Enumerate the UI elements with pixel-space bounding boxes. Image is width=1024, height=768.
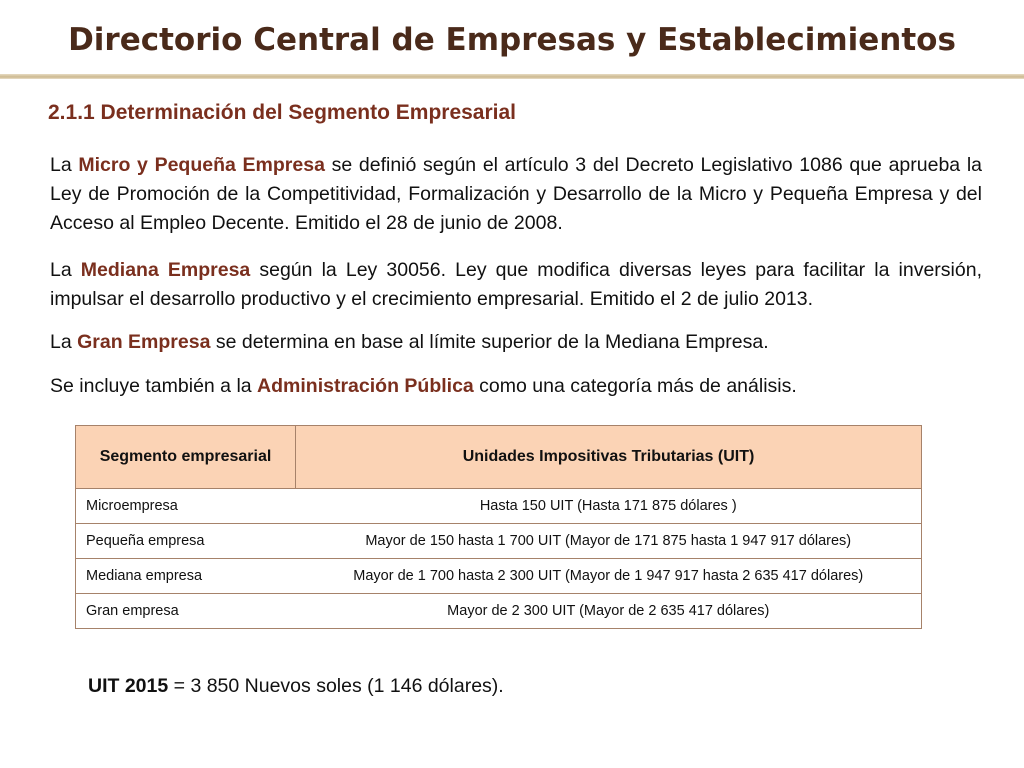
- p4-before: Se incluye también a la: [50, 375, 258, 397]
- slide-title: Directorio Central de Empresas y Establecimientos: [68, 22, 956, 58]
- p1-highlight: Micro y Pequeña Empresa: [78, 154, 325, 176]
- paragraph-gran: [50, 328, 982, 357]
- cell-uit-range: Mayor de 2 300 UIT (Mayor de 2 635 417 dólares): [296, 594, 922, 629]
- cell-uit-range: Mayor de 1 700 hasta 2 300 UIT (Mayor de 1 947 917 hasta 2 635 417 dólares): [296, 559, 922, 594]
- table-row: [76, 524, 922, 559]
- section-heading: 2.1.1 Determinación del Segmento Empresarial: [48, 101, 517, 124]
- paragraph-micro-pequena: [50, 151, 982, 238]
- cell-segment: Mediana empresa: [76, 559, 296, 594]
- p2-after: según la Ley 30056. Ley que modifica diversas leyes para facilitar la inversión, impulsar el desarrollo productivo y el crecimiento empresarial. Emitido el 2 de julio 2013.: [50, 259, 982, 310]
- table-header-row: [76, 426, 922, 489]
- cell-segment: Pequeña empresa: [76, 524, 296, 559]
- cell-uit-range: Mayor de 150 hasta 1 700 UIT (Mayor de 171 875 hasta 1 947 917 dólares): [296, 524, 922, 559]
- table-row: [76, 559, 922, 594]
- paragraph-mediana: [50, 256, 982, 314]
- paragraph-administracion: [50, 372, 982, 401]
- table-row: [76, 489, 922, 524]
- title-divider: [0, 74, 1024, 79]
- cell-segment: Gran empresa: [76, 594, 296, 629]
- p3-before: La: [50, 331, 78, 353]
- header-uit: Unidades Impositivas Tributarias (UIT): [296, 426, 922, 489]
- header-segmento: Segmento empresarial: [76, 426, 296, 489]
- table-row: [76, 594, 922, 629]
- uit-label: UIT 2015: [88, 675, 169, 697]
- p1-before: La: [50, 154, 79, 176]
- segment-table: [75, 425, 922, 629]
- uit-note: [88, 675, 504, 698]
- p2-before: La: [50, 259, 81, 281]
- p3-after: se determina en base al límite superior de la Mediana Empresa.: [210, 331, 769, 353]
- p1-after: se definió según el artículo 3 del Decreto Legislativo 1086 que aprueba la Ley de Promoción de la Competitividad, Formalización y Desarrollo de la Micro y Pequeña Empresa y del Acceso al Empleo Decente. Emitido el 28 de junio de 2008.: [50, 154, 982, 234]
- p3-highlight: Gran Empresa: [77, 331, 211, 353]
- uit-value: = 3 850 Nuevos soles (1 146 dólares).: [168, 675, 504, 697]
- cell-segment: Microempresa: [76, 489, 296, 524]
- p2-highlight: Mediana Empresa: [80, 259, 251, 281]
- cell-uit-range: Hasta 150 UIT (Hasta 171 875 dólares ): [296, 489, 922, 524]
- p4-after: como una categoría más de análisis.: [473, 375, 797, 397]
- p4-highlight: Administración Pública: [257, 375, 474, 397]
